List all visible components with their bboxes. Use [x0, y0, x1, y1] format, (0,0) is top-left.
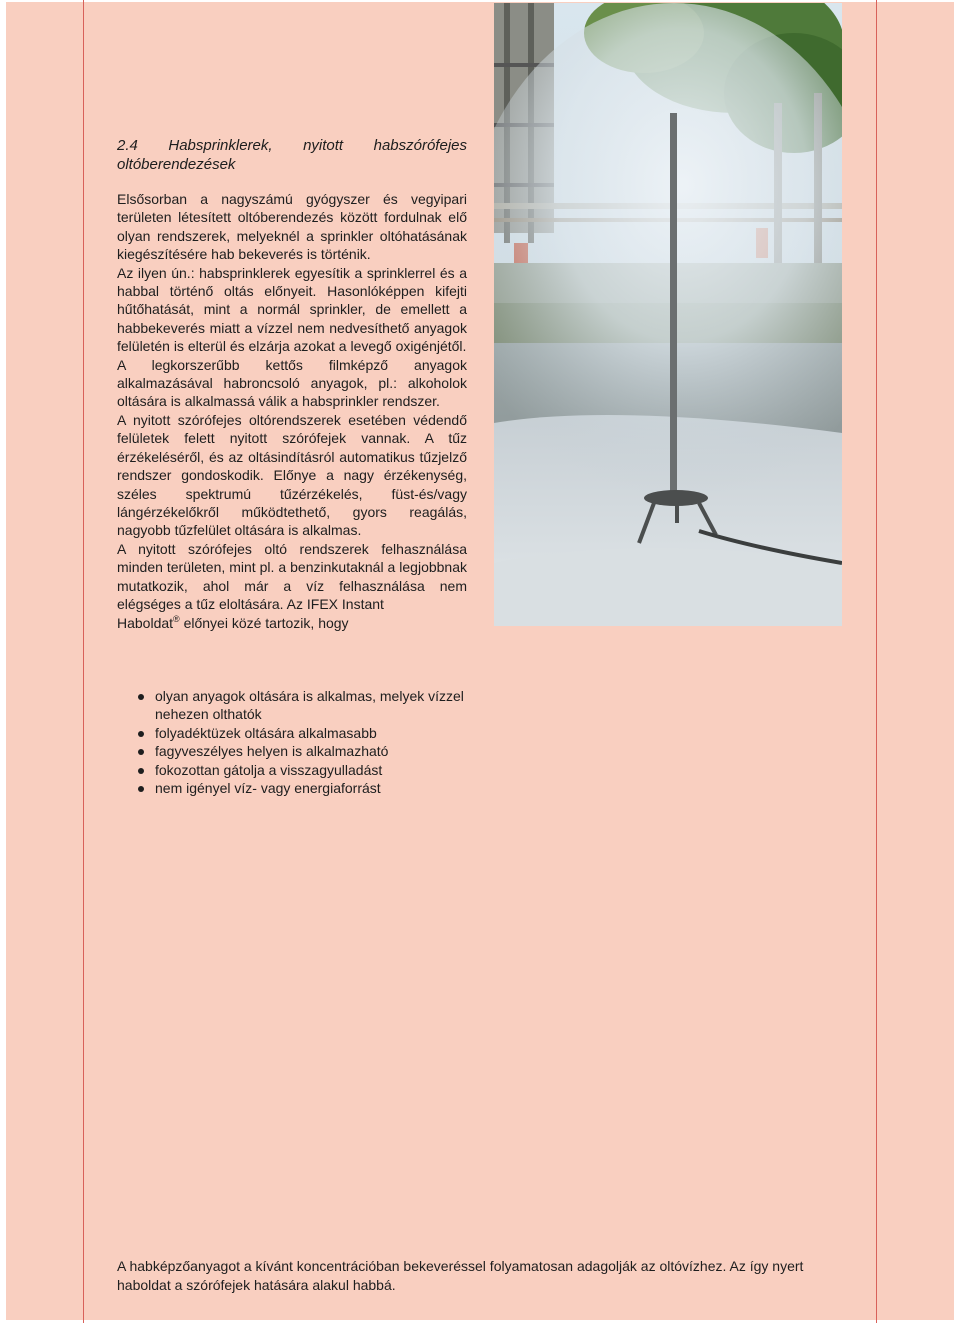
paragraph: A nyitott szórófejes oltórendszerek esetében védendő felületek felett nyitott szórófejek vannak. A tűz érzékeléséről, és az oltásindításról automatikus tűzjelző rendszer gondoskodik. Előnye a nagy érzékenység, széles spektrumú tűzérzékelés, füst-és/vagy lángérzékelőkről működtethető, gyors reagálás, nagyobb tűzfelület oltására is alkalmas.: [117, 411, 467, 539]
paragraph: Elsősorban a nagyszámú gyógyszer és vegyipari területen létesített oltóberendezés között fordulnak elő olyan rendszerek, melyeknél a sprinkler oltóhatásának kiegészítésére hab bekeverés is történik.: [117, 191, 467, 263]
paragraph-intro-line: [117, 613, 467, 634]
paragraph: Az ilyen ún.: habsprinklerek egyesítik a sprinklerrel és a habbal történő oltás előnyeit. Hasonlóképpen kifejti hűtőhatását, mint a normál sprinkler, de emellett a habbekeverés miatt a vízzel nem nedvesíthető anyagok felületén is elterül és elzárja azokat a levegő oxigénjétől.: [117, 264, 467, 355]
advantages-list: [134, 687, 469, 797]
section-title: 2.4 Habsprinklerek, nyitott habszórófejes oltóberendezések: [117, 137, 467, 173]
list-item: nem igényel víz- vagy energiaforrást: [134, 779, 469, 797]
body-text: [117, 190, 467, 634]
registered-mark: ®: [173, 614, 180, 625]
paragraph: A legkorszerűbb kettős filmképző anyagok alkalmazásával habroncsoló anyagok, pl.: alkoholok oltására is alkalmassá válik a habsprinkler rendszer.: [117, 356, 467, 410]
sprinkler-photo: [494, 3, 842, 626]
product-name: Haboldat: [117, 615, 174, 632]
intro-text: előnyei közé tartozik, hogy: [179, 615, 349, 632]
list-item: fokozottan gátolja a visszagyulladást: [134, 761, 469, 779]
list-item: folyadéktüzek oltására alkalmasabb: [134, 724, 469, 742]
footer-text: A habképzőanyagot a kívánt koncentrációban bekeveréssel folyamatosan adagolják az oltóvízhez. Az így nyert haboldat a szórófejek hatására alakul habbá.: [117, 1258, 804, 1293]
list-item: fagyveszélyes helyen is alkalmazható: [134, 742, 469, 760]
list-item: olyan anyagok oltására is alkalmas, melyek vízzel nehezen olthatók: [134, 687, 469, 724]
right-margin-rule: [876, 0, 877, 1323]
paragraph: A nyitott szórófejes oltó rendszerek felhasználása minden területen, mint pl. a benzinkutaknál a legjobbnak mutatkozik, ahol már a víz felhasználása nem elégséges a tűz eloltására. Az IFEX Instant: [117, 540, 467, 612]
left-margin-rule: [83, 0, 84, 1323]
